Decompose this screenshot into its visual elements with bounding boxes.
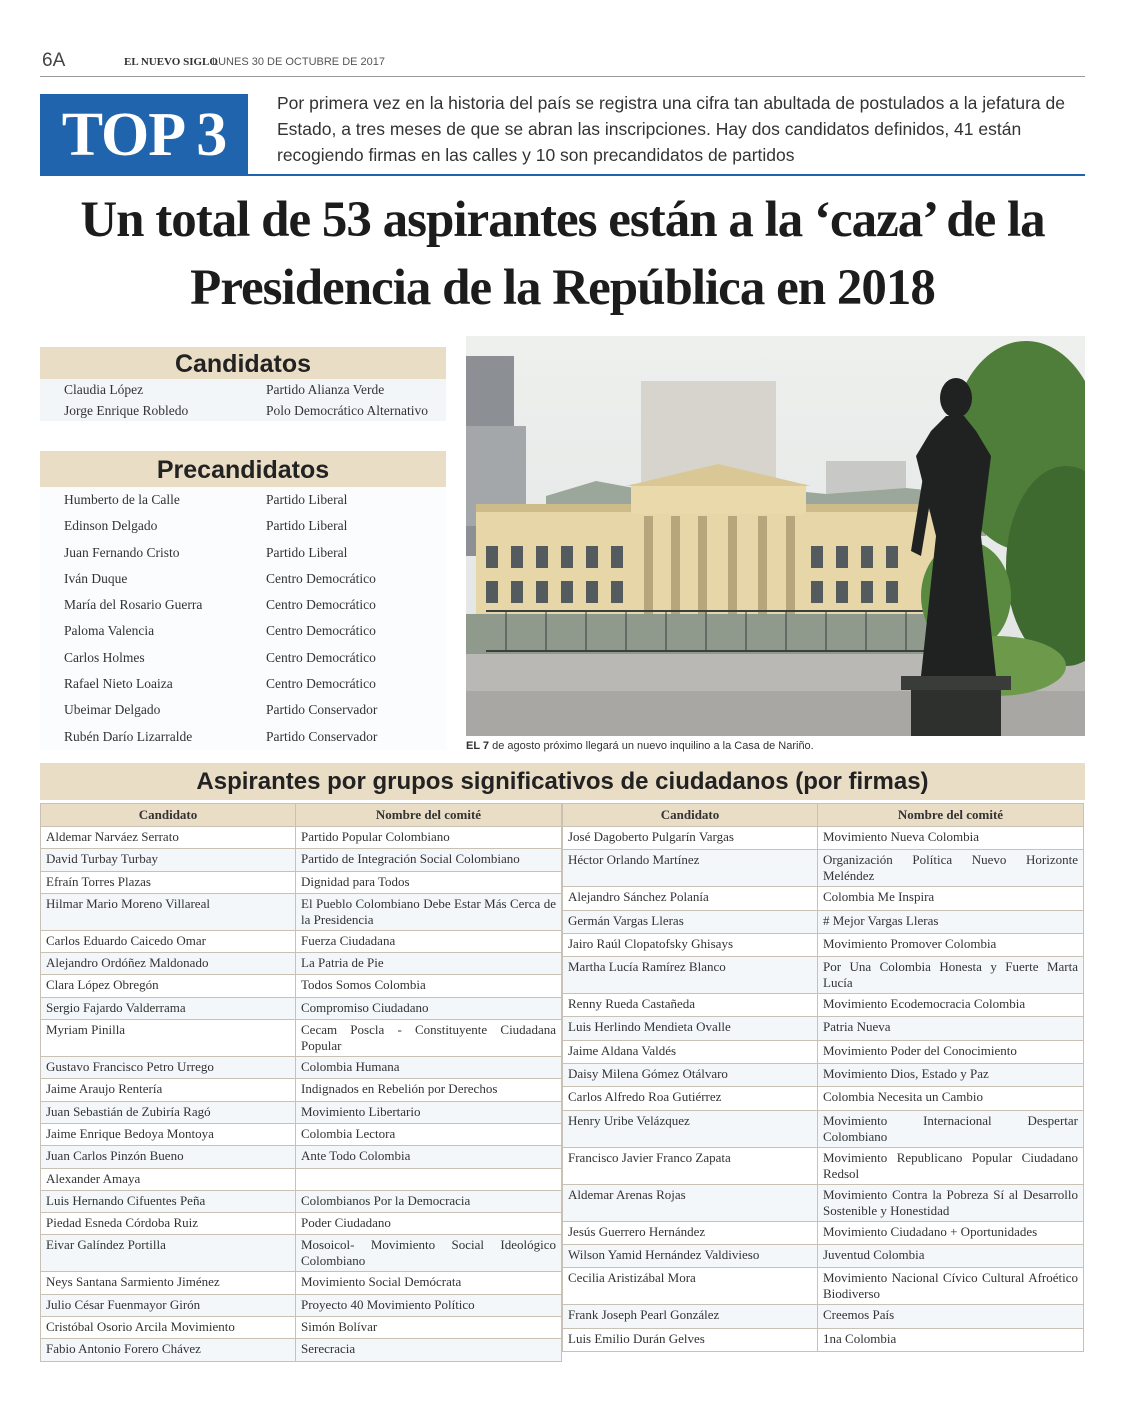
cell-committee: Colombianos Por la Democracia xyxy=(296,1190,562,1212)
cell-committee: Mosoicol- Movimiento Social Ideológico Colombiano xyxy=(296,1235,562,1272)
cell-candidate: Juan Carlos Pinzón Bueno xyxy=(41,1146,296,1168)
cell-candidate: Aldemar Arenas Rojas xyxy=(563,1184,818,1221)
table-row xyxy=(563,887,1084,910)
cell-candidate: Hilmar Mario Moreno Villareal xyxy=(41,893,296,930)
cell-candidate: Sergio Fajardo Valderrama xyxy=(41,997,296,1019)
publication-name: EL NUEVO SIGLO xyxy=(124,56,218,68)
cell-committee: Partido Popular Colombiano xyxy=(296,827,562,849)
cell-committee: Juventud Colombia xyxy=(818,1244,1084,1267)
candidate-row xyxy=(40,513,446,539)
cell-committee: Ante Todo Colombia xyxy=(296,1146,562,1168)
table-row xyxy=(41,997,562,1019)
cell-committee: Colombia Me Inspira xyxy=(818,887,1084,910)
cell-candidate: Alejandro Ordóñez Maldonado xyxy=(41,953,296,975)
table-row xyxy=(41,1057,562,1079)
candidate-name: Rubén Darío Lizarralde xyxy=(64,728,193,744)
candidate-name: Humberto de la Calle xyxy=(64,492,180,507)
cell-committee: Creemos País xyxy=(818,1305,1084,1328)
cell-candidate: Luis Herlindo Mendieta Ovalle xyxy=(563,1017,818,1040)
party-name: Partido Alianza Verde xyxy=(266,382,385,397)
cell-committee: Colombia Necesita un Cambio xyxy=(818,1087,1084,1110)
cell-committee: Movimiento Promover Colombia xyxy=(818,933,1084,956)
cell-committee: Movimiento Poder del Conocimiento xyxy=(818,1040,1084,1063)
table-row xyxy=(41,953,562,975)
table-row xyxy=(41,1235,562,1272)
table-row xyxy=(41,827,562,849)
page-header xyxy=(40,50,1085,77)
table-row xyxy=(563,1184,1084,1221)
party-name: Partido Conservador xyxy=(266,702,378,718)
cell-committee: Movimiento Contra la Pobreza Sí al Desarrollo Sostenible y Honestidad xyxy=(818,1184,1084,1221)
cell-candidate: Fabio Antonio Forero Chávez xyxy=(41,1339,296,1361)
table-row xyxy=(563,1328,1084,1351)
table-row xyxy=(563,1221,1084,1244)
cell-candidate: Martha Lucía Ramírez Blanco xyxy=(563,957,818,994)
table-row xyxy=(563,933,1084,956)
candidate-row xyxy=(40,618,446,644)
table-row xyxy=(563,827,1084,850)
table-row xyxy=(41,871,562,893)
cell-candidate: Renny Rueda Castañeda xyxy=(563,994,818,1017)
candidate-row xyxy=(40,540,446,566)
cell-committee: Por Una Colombia Honesta y Fuerte Marta Lucía xyxy=(818,957,1084,994)
column-header-candidate: Candidato xyxy=(41,804,296,827)
cell-candidate: Luis Hernando Cifuentes Peña xyxy=(41,1190,296,1212)
headline: Un total de 53 aspirantes están a la ‘caza’ de la Presidencia de la República en 2018 xyxy=(80,192,1045,316)
candidate-row xyxy=(40,487,446,513)
cell-candidate: Alexander Amaya xyxy=(41,1168,296,1190)
cell-committee: Organización Política Nuevo Horizonte Meléndez xyxy=(818,850,1084,887)
cell-candidate: Clara López Obregón xyxy=(41,975,296,997)
cell-candidate: Luis Emilio Durán Gelves xyxy=(563,1328,818,1351)
cell-committee: Movimiento Libertario xyxy=(296,1101,562,1123)
precandidatos-list xyxy=(40,487,446,750)
cell-candidate: Juan Sebastián de Zubiría Ragó xyxy=(41,1101,296,1123)
firmas-title: Aspirantes por grupos significativos de ciudadanos (por firmas) xyxy=(40,763,1085,800)
table-row xyxy=(41,1079,562,1101)
cell-candidate: Cristóbal Osorio Arcila Movimiento xyxy=(41,1317,296,1339)
cell-candidate: Jaime Enrique Bedoya Montoya xyxy=(41,1123,296,1145)
cell-candidate: Wilson Yamid Hernández Valdivieso xyxy=(563,1244,818,1267)
party-name: Centro Democrático xyxy=(266,597,376,613)
table-row xyxy=(41,1294,562,1316)
intro-text: Por primera vez en la historia del país se registra una cifra tan abultada de postulados a la jefatura de Estado, a tres meses de que se abran las inscripciones. Hay dos candidatos definidos, 41 están recogiendo firmas en las calles y 10 son precandidatos de partidos xyxy=(277,93,1065,165)
cell-committee: Movimiento Dios, Estado y Paz xyxy=(818,1064,1084,1087)
cell-candidate: Germán Vargas Lleras xyxy=(563,910,818,933)
cell-committee: Movimiento Internacional Despertar Colombiano xyxy=(818,1110,1084,1147)
candidate-name: Ubeimar Delgado xyxy=(64,702,161,718)
candidatos-title: Candidatos xyxy=(40,347,446,379)
table-row xyxy=(41,975,562,997)
table-row xyxy=(563,1305,1084,1328)
cell-committee: Movimiento Social Demócrata xyxy=(296,1272,562,1294)
table-row xyxy=(563,910,1084,933)
candidate-row xyxy=(40,400,446,421)
cell-committee: Dignidad para Todos xyxy=(296,871,562,893)
candidate-name: Rafael Nieto Loaiza xyxy=(64,676,173,692)
cell-committee xyxy=(296,1168,562,1190)
cell-committee: Movimiento Nueva Colombia xyxy=(818,827,1084,850)
cell-candidate: Myriam Pinilla xyxy=(41,1020,296,1057)
cell-candidate: Héctor Orlando Martínez xyxy=(563,850,818,887)
cell-committee: Movimiento Ciudadano + Oportunidades xyxy=(818,1221,1084,1244)
cell-committee: Compromiso Ciudadano xyxy=(296,997,562,1019)
table-row xyxy=(563,1147,1084,1184)
table-row xyxy=(563,1064,1084,1087)
firmas-table-right xyxy=(562,803,1084,1352)
table-row xyxy=(563,1087,1084,1110)
table-row xyxy=(41,930,562,952)
candidate-name: Carlos Holmes xyxy=(64,649,145,665)
cell-candidate: Carlos Eduardo Caicedo Omar xyxy=(41,930,296,952)
column-header-committee: Nombre del comité xyxy=(818,804,1084,827)
cell-committee: Poder Ciudadano xyxy=(296,1213,562,1235)
table-row xyxy=(563,957,1084,994)
cell-committee: Serecracia xyxy=(296,1339,562,1361)
cell-committee: El Pueblo Colombiano Debe Estar Más Cerca de la Presidencia xyxy=(296,893,562,930)
cell-candidate: Francisco Javier Franco Zapata xyxy=(563,1147,818,1184)
cell-candidate: Jaime Araujo Rentería xyxy=(41,1079,296,1101)
cell-candidate: Carlos Alfredo Roa Gutiérrez xyxy=(563,1087,818,1110)
section-badge: TOP 3 xyxy=(40,94,248,176)
table-row xyxy=(41,1123,562,1145)
candidate-row xyxy=(40,724,446,750)
table-row xyxy=(41,1213,562,1235)
cell-committee: Simón Bolívar xyxy=(296,1317,562,1339)
cell-committee: 1na Colombia xyxy=(818,1328,1084,1351)
cell-candidate: Henry Uribe Velázquez xyxy=(563,1110,818,1147)
caption-lead: EL 7 xyxy=(466,740,490,752)
casa-de-narino-photo xyxy=(466,336,1085,736)
candidate-row xyxy=(40,671,446,697)
cell-candidate: Alejandro Sánchez Polanía xyxy=(563,887,818,910)
precandidatos-title: Precandidatos xyxy=(40,451,446,487)
candidate-name: María del Rosario Guerra xyxy=(64,597,203,613)
party-name: Centro Democrático xyxy=(266,649,376,665)
candidatos-box xyxy=(40,347,446,421)
cell-committee: Todos Somos Colombia xyxy=(296,975,562,997)
candidate-row xyxy=(40,566,446,592)
candidate-row xyxy=(40,592,446,618)
cell-committee: Proyecto 40 Movimiento Político xyxy=(296,1294,562,1316)
cell-candidate: Jairo Raúl Clopatofsky Ghisays xyxy=(563,933,818,956)
candidate-name: Juan Fernando Cristo xyxy=(64,544,180,560)
cell-committee: La Patria de Pie xyxy=(296,953,562,975)
party-name: Partido Liberal xyxy=(266,492,348,507)
cell-candidate: Jesús Guerrero Hernández xyxy=(563,1221,818,1244)
cell-committee: Partido de Integración Social Colombiano xyxy=(296,849,562,871)
candidate-name: Jorge Enrique Robledo xyxy=(64,403,189,418)
candidate-name: Edinson Delgado xyxy=(64,518,158,534)
party-name: Centro Democrático xyxy=(266,676,376,692)
cell-committee: Cecam Poscla - Constituyente Ciudadana Popular xyxy=(296,1020,562,1057)
table-row xyxy=(41,1317,562,1339)
cell-candidate: Efraín Torres Plazas xyxy=(41,871,296,893)
table-row xyxy=(563,1268,1084,1305)
table-row xyxy=(41,1101,562,1123)
table-row xyxy=(41,1272,562,1294)
candidate-name: Claudia López xyxy=(64,382,144,397)
cell-committee: Fuerza Ciudadana xyxy=(296,930,562,952)
party-name: Partido Conservador xyxy=(266,728,378,744)
table-row xyxy=(563,1110,1084,1147)
divider xyxy=(248,174,1085,176)
table-row xyxy=(41,893,562,930)
table-row xyxy=(41,1190,562,1212)
party-name: Centro Democrático xyxy=(266,623,376,639)
candidate-row xyxy=(40,645,446,671)
table-row xyxy=(41,1339,562,1361)
cell-committee: Movimiento Nacional Cívico Cultural Afroético Biodiverso xyxy=(818,1268,1084,1305)
cell-candidate: Jaime Aldana Valdés xyxy=(563,1040,818,1063)
candidate-row xyxy=(40,697,446,723)
candidatos-list xyxy=(40,379,446,421)
firmas-table-left xyxy=(40,803,562,1362)
cell-candidate: Aldemar Narváez Serrato xyxy=(41,827,296,849)
cell-committee: Patria Nueva xyxy=(818,1017,1084,1040)
party-name: Partido Liberal xyxy=(266,518,348,534)
table-row xyxy=(563,994,1084,1017)
candidate-name: Paloma Valencia xyxy=(64,623,155,639)
cell-candidate: José Dagoberto Pulgarín Vargas xyxy=(563,827,818,850)
cell-committee: Movimiento Ecodemocracia Colombia xyxy=(818,994,1084,1017)
party-name: Partido Liberal xyxy=(266,544,348,560)
table-row xyxy=(563,850,1084,887)
table-row xyxy=(41,849,562,871)
cell-committee: # Mejor Vargas Lleras xyxy=(818,910,1084,933)
cell-committee: Indignados en Rebelión por Derechos xyxy=(296,1079,562,1101)
party-name: Centro Democrático xyxy=(266,570,376,586)
cell-candidate: Neys Santana Sarmiento Jiménez xyxy=(41,1272,296,1294)
table-row xyxy=(563,1017,1084,1040)
table-row xyxy=(41,1146,562,1168)
cell-candidate: Eivar Galíndez Portilla xyxy=(41,1235,296,1272)
cell-candidate: Gustavo Francisco Petro Urrego xyxy=(41,1057,296,1079)
cell-candidate: Cecilia Aristizábal Mora xyxy=(563,1268,818,1305)
table-row xyxy=(41,1020,562,1057)
cell-committee: Movimiento Republicano Popular Ciudadano Redsol xyxy=(818,1147,1084,1184)
party-name: Polo Democrático Alternativo xyxy=(266,403,428,418)
cell-candidate: Frank Joseph Pearl González xyxy=(563,1305,818,1328)
cell-candidate: Julio César Fuenmayor Girón xyxy=(41,1294,296,1316)
publication-date: LUNES 30 DE OCTUBRE DE 2017 xyxy=(212,56,386,68)
cell-candidate: Daisy Milena Gómez Otálvaro xyxy=(563,1064,818,1087)
column-header-candidate: Candidato xyxy=(563,804,818,827)
caption-text: de agosto próximo llegará un nuevo inquilino a la Casa de Nariño. xyxy=(489,740,814,752)
table-row xyxy=(563,1244,1084,1267)
cell-candidate: Piedad Esneda Córdoba Ruiz xyxy=(41,1213,296,1235)
column-header-committee: Nombre del comité xyxy=(296,804,562,827)
precandidatos-box xyxy=(40,451,446,750)
cell-committee: Colombia Humana xyxy=(296,1057,562,1079)
table-row xyxy=(41,1168,562,1190)
table-row xyxy=(563,1040,1084,1063)
candidate-row xyxy=(40,379,446,400)
cell-candidate: David Turbay Turbay xyxy=(41,849,296,871)
candidate-name: Iván Duque xyxy=(64,570,128,586)
cell-committee: Colombia Lectora xyxy=(296,1123,562,1145)
photo-caption xyxy=(466,740,814,752)
page-number: 6A xyxy=(42,50,66,71)
